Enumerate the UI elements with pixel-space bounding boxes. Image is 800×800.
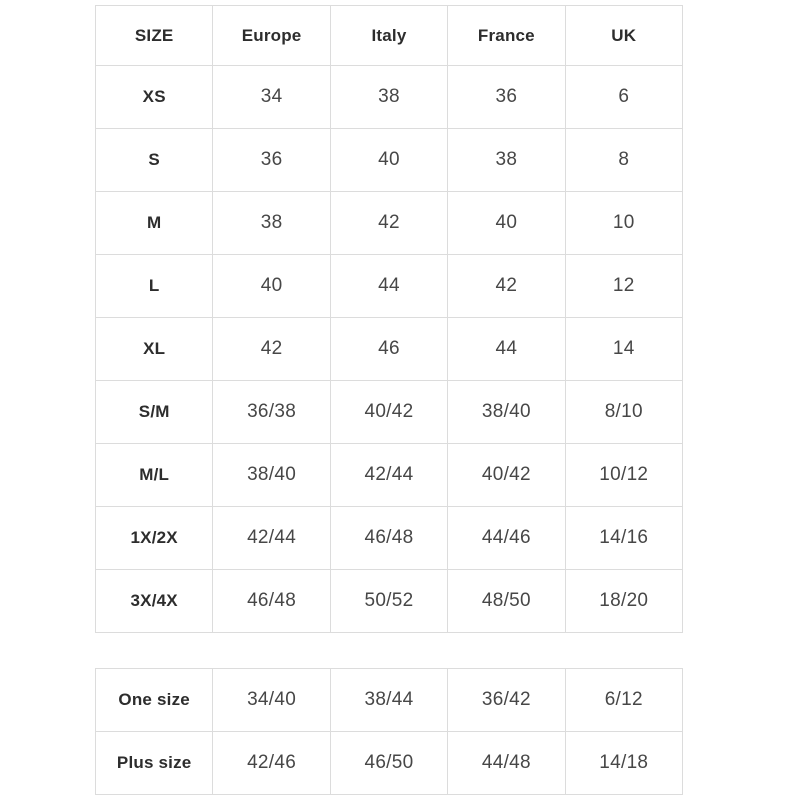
- size-label-cell: Plus size: [96, 732, 213, 795]
- value-cell: 6: [565, 66, 682, 129]
- value-cell: 44: [448, 318, 565, 381]
- value-cell: 34/40: [213, 669, 330, 732]
- value-cell: 14/16: [565, 507, 682, 570]
- value-cell: 46/48: [330, 507, 447, 570]
- table-row-one-size: [96, 669, 683, 732]
- value-cell: 40: [330, 129, 447, 192]
- value-cell: 50/52: [330, 570, 447, 633]
- value-cell: 40: [213, 255, 330, 318]
- size-label-cell: L: [96, 255, 213, 318]
- size-label-cell: XL: [96, 318, 213, 381]
- value-cell: 14/18: [565, 732, 682, 795]
- size-label-cell: 3X/4X: [96, 570, 213, 633]
- value-cell: 42: [213, 318, 330, 381]
- value-cell: 38/44: [330, 669, 447, 732]
- size-label-cell: M: [96, 192, 213, 255]
- size-label-cell: One size: [96, 669, 213, 732]
- table-row-m: [96, 192, 683, 255]
- value-cell: 36/42: [448, 669, 565, 732]
- column-header-italy: Italy: [330, 6, 447, 66]
- size-conversion-table: [95, 5, 683, 633]
- table-row-1x-2x: [96, 507, 683, 570]
- size-label-cell: 1X/2X: [96, 507, 213, 570]
- table-row-m-l: [96, 444, 683, 507]
- value-cell: 10: [565, 192, 682, 255]
- value-cell: 38: [448, 129, 565, 192]
- value-cell: 8: [565, 129, 682, 192]
- value-cell: 6/12: [565, 669, 682, 732]
- value-cell: 38/40: [213, 444, 330, 507]
- value-cell: 42/46: [213, 732, 330, 795]
- table-row-xl: [96, 318, 683, 381]
- value-cell: 42: [448, 255, 565, 318]
- column-header-france: France: [448, 6, 565, 66]
- header-row: [96, 6, 683, 66]
- value-cell: 34: [213, 66, 330, 129]
- value-cell: 48/50: [448, 570, 565, 633]
- table-row-s: [96, 129, 683, 192]
- size-label-cell: XS: [96, 66, 213, 129]
- value-cell: 10/12: [565, 444, 682, 507]
- table-row-plus-size: [96, 732, 683, 795]
- value-cell: 42: [330, 192, 447, 255]
- column-header-uk: UK: [565, 6, 682, 66]
- size-chart: [95, 5, 683, 795]
- size-label-cell: S: [96, 129, 213, 192]
- value-cell: 42/44: [330, 444, 447, 507]
- value-cell: 40/42: [330, 381, 447, 444]
- table-row-xs: [96, 66, 683, 129]
- table-row-l: [96, 255, 683, 318]
- value-cell: 36/38: [213, 381, 330, 444]
- value-cell: 38: [330, 66, 447, 129]
- value-cell: 36: [448, 66, 565, 129]
- value-cell: 46/48: [213, 570, 330, 633]
- value-cell: 14: [565, 318, 682, 381]
- special-sizes-table: [95, 668, 683, 795]
- value-cell: 40: [448, 192, 565, 255]
- value-cell: 44: [330, 255, 447, 318]
- value-cell: 8/10: [565, 381, 682, 444]
- table-row-s-m: [96, 381, 683, 444]
- value-cell: 46: [330, 318, 447, 381]
- value-cell: 46/50: [330, 732, 447, 795]
- column-header-size: SIZE: [96, 6, 213, 66]
- value-cell: 44/46: [448, 507, 565, 570]
- value-cell: 12: [565, 255, 682, 318]
- value-cell: 38/40: [448, 381, 565, 444]
- value-cell: 44/48: [448, 732, 565, 795]
- value-cell: 42/44: [213, 507, 330, 570]
- size-label-cell: S/M: [96, 381, 213, 444]
- size-table-body: [96, 66, 683, 633]
- size-label-cell: M/L: [96, 444, 213, 507]
- value-cell: 40/42: [448, 444, 565, 507]
- column-header-europe: Europe: [213, 6, 330, 66]
- special-table-body: [96, 669, 683, 795]
- value-cell: 36: [213, 129, 330, 192]
- size-table-header: [96, 6, 683, 66]
- value-cell: 18/20: [565, 570, 682, 633]
- table-row-3x-4x: [96, 570, 683, 633]
- value-cell: 38: [213, 192, 330, 255]
